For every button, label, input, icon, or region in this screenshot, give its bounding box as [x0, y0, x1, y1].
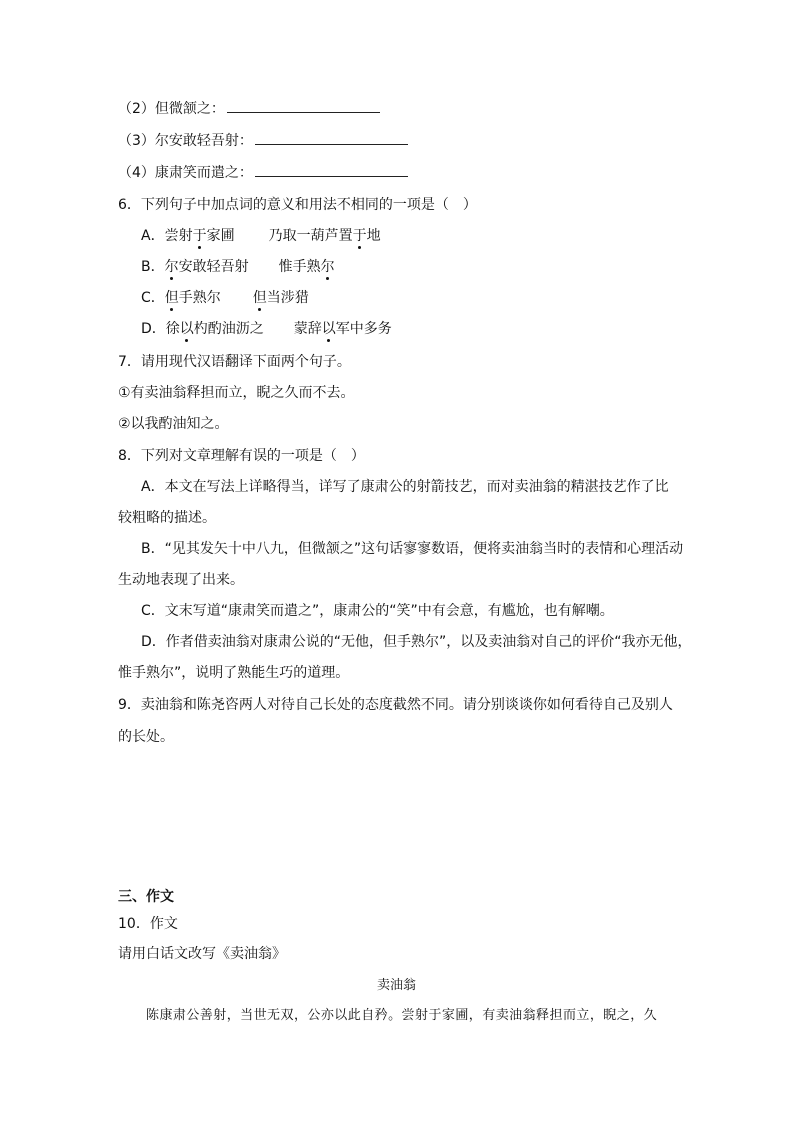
fill-item-4 [118, 162, 408, 183]
dotted-word: 尔 [320, 259, 335, 275]
q8-option-a-line2: 较粗略的描述。 [118, 510, 216, 526]
question-10-label: 10．作文 [118, 916, 178, 932]
q6-option-d: D．徐以杓酌油沥之 蒙辞以军中多务 [141, 321, 392, 337]
q8-option-a-line1: A．本文在写法上详略得当，详写了康肃公的射箭技艺，而对卖油翁的精湛技艺作了比 [141, 479, 669, 495]
dotted-word: 尔 [164, 259, 179, 275]
question-7-stem: 7．请用现代汉语翻译下面两个句子。 [118, 354, 351, 370]
passage-title: 卖油翁 [376, 978, 416, 993]
q6-option-a: A．尝射于家圃 乃取一葫芦置于地 [141, 228, 381, 244]
fill-item-number: （4） [118, 165, 155, 181]
q7-sentence-2: ②以我酌油知之。 [118, 416, 229, 432]
dotted-word: 以 [179, 321, 194, 337]
dotted-word: 但 [164, 290, 179, 306]
q8-option-d-line1: D．作者借卖油翁对康肃公说的“无他，但手熟尔”，以及卖油翁对自己的评价“我亦无他， [141, 634, 692, 650]
fill-item-text: 尔安敢轻吾射： [154, 133, 253, 149]
fill-item-2 [118, 98, 380, 119]
fill-item-3 [118, 130, 408, 151]
fill-item-number: （2） [118, 101, 155, 117]
q6-option-c: C．但手熟尔 但当涉猎 [141, 290, 309, 306]
question-9-line2: 的长处。 [118, 729, 174, 745]
dotted-word: 但 [252, 290, 267, 306]
dotted-word: 于 [192, 228, 207, 244]
q8-option-b-line2: 生动地表现了出来。 [118, 572, 244, 588]
question-6-stem: 6．下列句子中加点词的意义和用法不相同的一项是（ ） [118, 197, 477, 213]
dotted-word: 以 [321, 321, 336, 337]
question-8-stem: 8．下列对文章理解有误的一项是（ ） [118, 448, 365, 464]
answer-blank[interactable] [255, 162, 408, 177]
q8-option-c-line1: C．文末写道“康肃笑而遣之”，康肃公的“笑”中有会意，有尴尬，也有解嘲。 [141, 603, 614, 619]
dotted-word: 于 [352, 228, 367, 244]
fill-item-number: （3） [118, 133, 155, 149]
fill-item-text: 康肃笑而遣之： [154, 165, 253, 181]
question-10-prompt: 请用白话文改写《卖油翁》 [118, 946, 286, 962]
answer-blank[interactable] [227, 98, 380, 113]
q8-option-d-line2: 惟手熟尔”，说明了熟能生巧的道理。 [118, 665, 350, 681]
q7-sentence-1: ①有卖油翁释担而立，睨之久而不去。 [118, 385, 355, 401]
passage-line-1: 陈康肃公善射，当世无双，公亦以此自矜。尝射于家圃，有卖油翁释担而立，睨之，久 [146, 1008, 658, 1023]
section-3-title: 三、作文 [118, 889, 174, 905]
answer-blank[interactable] [255, 130, 408, 145]
fill-item-text: 但微颔之： [154, 101, 225, 117]
question-9-line1: 9．卖油翁和陈尧咨两人对待自己长处的态度截然不同。请分别谈谈你如何看待自己及别人 [118, 697, 673, 713]
q8-option-b-line1: B．“见其发矢十中八九，但微颔之”这句话寥寥数语，便将卖油翁当时的表情和心理活动 [141, 541, 684, 557]
q6-option-b: B．尔安敢轻吾射 惟手熟尔 [141, 259, 335, 275]
